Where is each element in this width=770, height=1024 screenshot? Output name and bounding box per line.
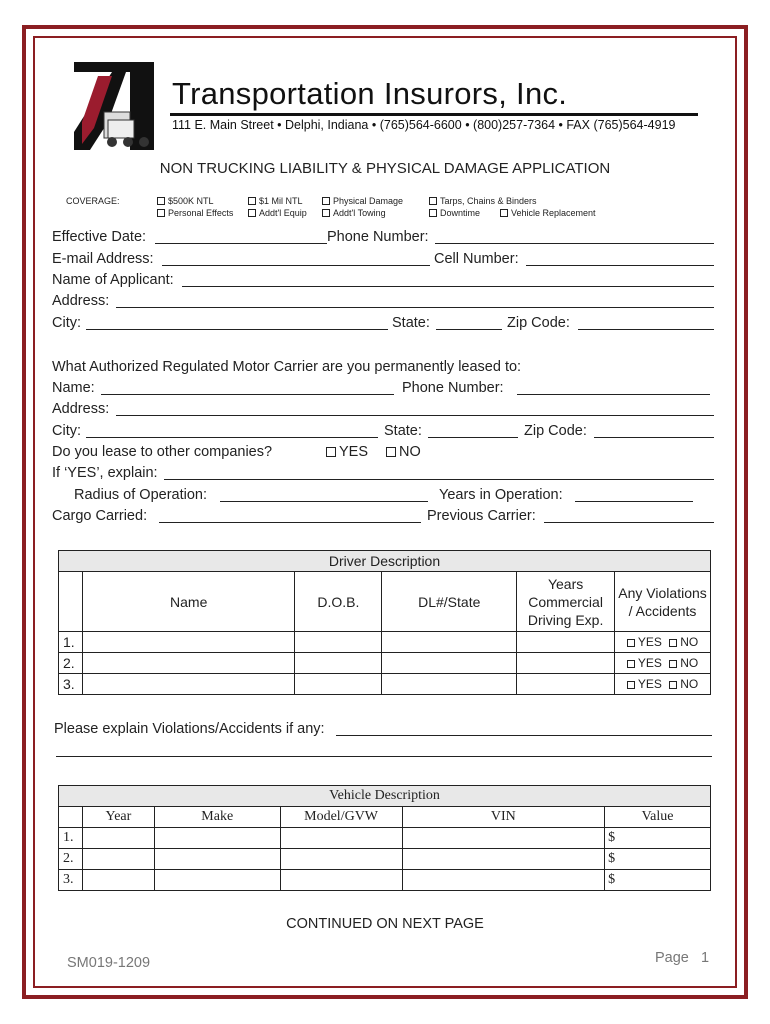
- carrier-address-label: Address:: [52, 401, 110, 417]
- carrier-state-field[interactable]: [428, 423, 518, 438]
- coverage-1mil[interactable]: $1 Mil NTL: [248, 196, 303, 206]
- checkbox[interactable]: [627, 681, 635, 689]
- coverage-physical-damage[interactable]: Physical Damage: [322, 196, 403, 206]
- row-violations: [54, 721, 712, 741]
- row-city: [52, 315, 714, 335]
- applicant-name-label: Name of Applicant:: [52, 272, 174, 288]
- coverage-personal-effects[interactable]: Personal Effects: [157, 208, 233, 218]
- carrier-state-label: State:: [384, 423, 422, 439]
- driver-exp-cell[interactable]: [517, 674, 615, 695]
- checkbox[interactable]: [627, 639, 635, 647]
- checkbox[interactable]: [326, 447, 336, 457]
- vehicle-value-header: Value: [605, 807, 711, 828]
- table-row: 1. $: [59, 828, 711, 849]
- row-carrier-question: [52, 359, 714, 379]
- phone-number-field[interactable]: [435, 229, 714, 244]
- row-carrier-name: [52, 380, 714, 400]
- driver-violations-cell[interactable]: YES NO: [615, 632, 711, 653]
- header-rule: [170, 113, 698, 116]
- vehicle-value-cell[interactable]: $: [605, 849, 711, 870]
- vehicle-value-cell[interactable]: $: [605, 828, 711, 849]
- coverage-label: COVERAGE:: [66, 196, 120, 206]
- checkbox[interactable]: [669, 660, 677, 668]
- driver-dob-header: D.O.B.: [295, 572, 382, 632]
- checkbox[interactable]: [669, 639, 677, 647]
- lease-no[interactable]: NO: [386, 444, 421, 460]
- driver-exp-cell[interactable]: [517, 653, 615, 674]
- vehicle-year-cell[interactable]: [82, 828, 154, 849]
- email-field[interactable]: [162, 251, 430, 266]
- driver-dl-cell[interactable]: [382, 632, 517, 653]
- table-row: 2. YES NO: [59, 653, 711, 674]
- driver-number-header: [59, 572, 83, 632]
- carrier-question: What Authorized Regulated Motor Carrier are you permanently leased to:: [52, 359, 522, 375]
- effective-date-label: Effective Date:: [52, 229, 147, 245]
- checkbox[interactable]: [669, 681, 677, 689]
- checkbox[interactable]: [322, 197, 330, 205]
- coverage-addtl-towing[interactable]: Addt'l Towing: [322, 208, 386, 218]
- vehicle-model-cell[interactable]: [280, 849, 402, 870]
- driver-dob-cell[interactable]: [295, 632, 382, 653]
- coverage-downtime[interactable]: Downtime: [429, 208, 480, 218]
- checkbox[interactable]: [248, 209, 256, 217]
- carrier-city-label: City:: [52, 423, 81, 439]
- radius-field[interactable]: [220, 487, 428, 502]
- coverage-tarps[interactable]: Tarps, Chains & Binders: [429, 196, 537, 206]
- carrier-address-field[interactable]: [116, 401, 714, 416]
- driver-exp-header: Years Commercial Driving Exp.: [517, 572, 615, 632]
- coverage-addtl-equip[interactable]: Addt'l Equip: [248, 208, 307, 218]
- lease-question: Do you lease to other companies?: [52, 444, 273, 460]
- carrier-phone-label: Phone Number:: [402, 380, 504, 396]
- driver-dob-cell[interactable]: [295, 674, 382, 695]
- cargo-label: Cargo Carried:: [52, 508, 148, 524]
- driver-dl-cell[interactable]: [382, 674, 517, 695]
- years-operation-field[interactable]: [575, 487, 693, 502]
- vehicle-model-cell[interactable]: [280, 870, 402, 891]
- state-field[interactable]: [436, 315, 502, 330]
- table-row: 2. $: [59, 849, 711, 870]
- carrier-city-field[interactable]: [86, 423, 378, 438]
- form-code: SM019-1209: [67, 955, 151, 971]
- address-field[interactable]: [116, 293, 714, 308]
- explain-label: If ‘YES’, explain:: [52, 465, 158, 481]
- zip-label: Zip Code:: [507, 315, 570, 331]
- driver-name-cell[interactable]: [82, 632, 295, 653]
- vehicle-make-header: Make: [154, 807, 280, 828]
- checkbox[interactable]: [500, 209, 508, 217]
- driver-dl-cell[interactable]: [382, 653, 517, 674]
- driver-name-header: Name: [82, 572, 295, 632]
- checkbox[interactable]: [248, 197, 256, 205]
- city-label: City:: [52, 315, 81, 331]
- cell-number-field[interactable]: [526, 251, 714, 266]
- state-label: State:: [392, 315, 430, 331]
- violations-prompt: Please explain Violations/Accidents if any:: [54, 721, 325, 737]
- checkbox[interactable]: [157, 197, 165, 205]
- driver-violations-cell[interactable]: YES NO: [615, 674, 711, 695]
- checkbox[interactable]: [157, 209, 165, 217]
- row-applicant-name: [52, 272, 714, 292]
- previous-carrier-label: Previous Carrier:: [427, 508, 536, 524]
- vehicle-vin-cell[interactable]: [402, 828, 605, 849]
- vehicle-table-title: Vehicle Description: [59, 786, 711, 807]
- violations-field[interactable]: [336, 721, 712, 736]
- vehicle-value-cell[interactable]: $: [605, 870, 711, 891]
- phone-number-label: Phone Number:: [327, 229, 429, 245]
- zip-field[interactable]: [578, 315, 714, 330]
- checkbox[interactable]: [386, 447, 396, 457]
- checkbox[interactable]: [429, 209, 437, 217]
- cargo-field[interactable]: [159, 508, 421, 523]
- carrier-name-label: Name:: [52, 380, 95, 396]
- row-effective-date: [52, 229, 714, 249]
- table-row: 3. YES NO: [59, 674, 711, 695]
- previous-carrier-field[interactable]: [544, 508, 714, 523]
- row-radius: [52, 487, 714, 507]
- years-operation-label: Years in Operation:: [439, 487, 563, 503]
- driver-exp-cell[interactable]: [517, 632, 615, 653]
- table-row: 3. $: [59, 870, 711, 891]
- vehicle-model-cell[interactable]: [280, 828, 402, 849]
- email-label: E-mail Address:: [52, 251, 154, 267]
- vehicle-make-cell[interactable]: [154, 870, 280, 891]
- table-row: 1. YES NO: [59, 632, 711, 653]
- vehicle-make-cell[interactable]: [154, 828, 280, 849]
- vehicle-table: [58, 785, 711, 891]
- carrier-name-field[interactable]: [101, 380, 394, 395]
- coverage-500k[interactable]: $500K NTL: [157, 196, 214, 206]
- driver-dob-cell[interactable]: [295, 653, 382, 674]
- driver-table: [58, 550, 711, 695]
- vehicle-vin-header: VIN: [402, 807, 605, 828]
- violations-field-line-2[interactable]: [56, 756, 712, 757]
- driver-table-title: Driver Description: [59, 551, 711, 572]
- vehicle-vin-cell[interactable]: [402, 849, 605, 870]
- carrier-phone-field[interactable]: [517, 380, 710, 395]
- row-carrier-city: [52, 423, 714, 443]
- carrier-zip-label: Zip Code:: [524, 423, 587, 439]
- radius-label: Radius of Operation:: [74, 487, 207, 503]
- row-cargo: [52, 508, 714, 528]
- driver-name-cell[interactable]: [82, 653, 295, 674]
- row-carrier-address: [52, 401, 714, 421]
- form-title: NON TRUCKING LIABILITY & PHYSICAL DAMAGE APPLICATION: [159, 160, 611, 177]
- vehicle-year-header: Year: [82, 807, 154, 828]
- checkbox[interactable]: [322, 209, 330, 217]
- address-label: Address:: [52, 293, 110, 309]
- driver-violations-header: Any Violations / Accidents: [615, 572, 711, 632]
- vehicle-year-cell[interactable]: [82, 870, 154, 891]
- driver-dl-header: DL#/State: [382, 572, 517, 632]
- company-address: 111 E. Main Street • Delphi, Indiana • (765)564-6600 • (800)257-7364 • FAX (765)564-4919: [172, 118, 676, 132]
- driver-violations-cell[interactable]: YES NO: [615, 653, 711, 674]
- carrier-zip-field[interactable]: [594, 423, 714, 438]
- continued-note: CONTINUED ON NEXT PAGE: [286, 916, 484, 932]
- vehicle-year-cell[interactable]: [82, 849, 154, 870]
- vehicle-vin-cell[interactable]: [402, 870, 605, 891]
- page-number: Page 1: [655, 950, 710, 966]
- city-field[interactable]: [86, 315, 388, 330]
- applicant-name-field[interactable]: [182, 272, 714, 287]
- vehicle-make-cell[interactable]: [154, 849, 280, 870]
- checkbox[interactable]: [627, 660, 635, 668]
- company-logo: [68, 62, 160, 154]
- explain-field[interactable]: [164, 465, 714, 480]
- row-email: [52, 251, 714, 271]
- coverage-vehicle-replacement[interactable]: Vehicle Replacement: [500, 208, 596, 218]
- driver-name-cell[interactable]: [82, 674, 295, 695]
- lease-yes[interactable]: YES: [326, 444, 368, 460]
- checkbox[interactable]: [429, 197, 437, 205]
- cell-number-label: Cell Number:: [434, 251, 519, 267]
- row-explain: [52, 465, 714, 485]
- company-name: Transportation Insurors, Inc.: [172, 76, 568, 111]
- vehicle-model-header: Model/GVW: [280, 807, 402, 828]
- row-lease-question: [52, 444, 714, 464]
- row-address: [52, 293, 714, 313]
